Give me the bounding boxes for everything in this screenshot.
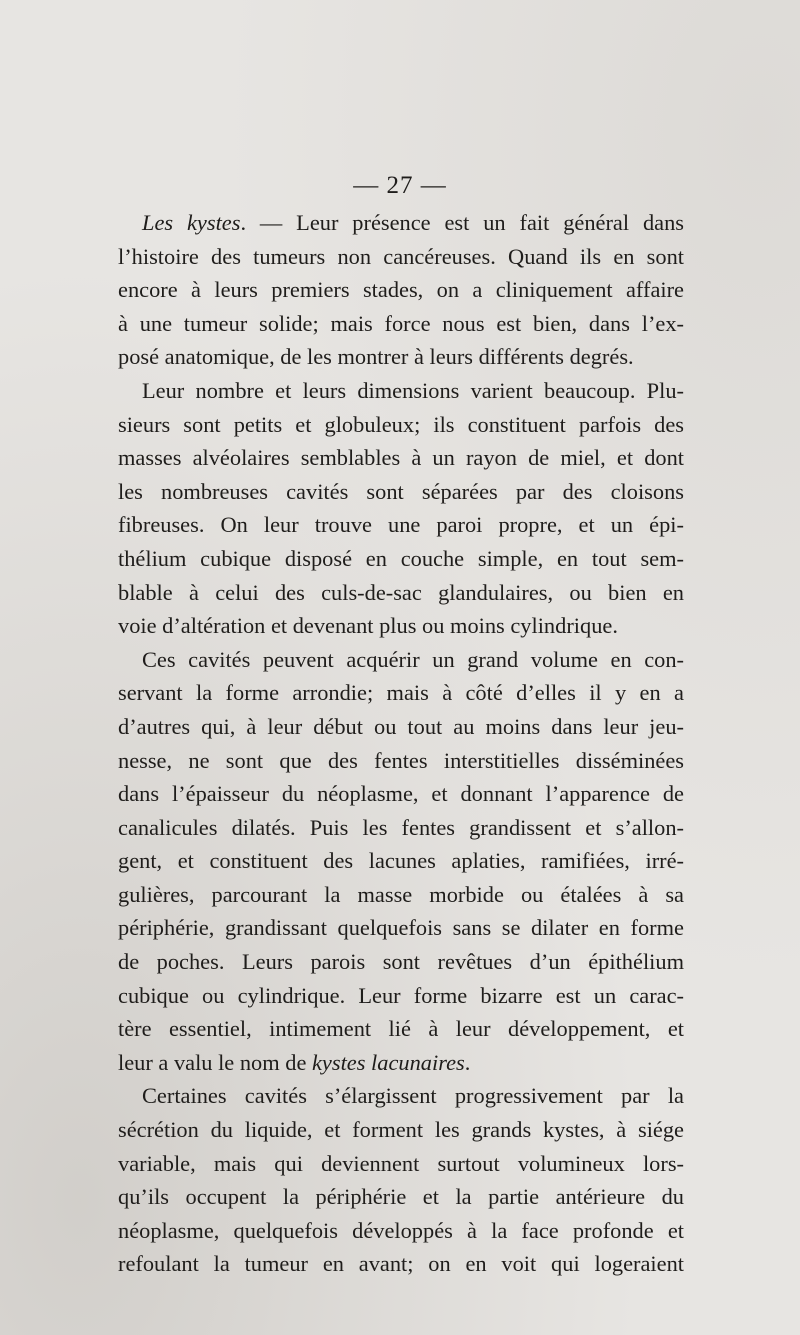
text-line: l’histoire des tumeurs non cancéreuses. Quand ils en sont bbox=[118, 243, 684, 269]
text-line: nesse, ne sont que des fentes interstitielles disséminées bbox=[118, 747, 684, 773]
text-line: cubique ou cylindrique. Leur forme bizarre est un carac- bbox=[118, 982, 684, 1008]
text-line: sécrétion du liquide, et forment les grands kystes, à siége bbox=[118, 1117, 684, 1143]
text-line: servant la forme arrondie; mais à côté d’elles il y en a bbox=[118, 680, 684, 706]
text-line: les nombreuses cavités sont séparées par des cloisons bbox=[118, 478, 684, 504]
text-line: Certaines cavités s’élargissent progressivement par la bbox=[142, 1083, 684, 1109]
page-number: — 27 — bbox=[353, 172, 447, 199]
text-line: variable, mais qui deviennent surtout volumineux lors- bbox=[118, 1150, 684, 1176]
text-line: gulières, parcourant la masse morbide ou étalées à sa bbox=[118, 881, 684, 907]
text-line: leur a valu le nom de kystes lacunaires. bbox=[118, 1049, 471, 1075]
text-line: Les kystes. — Leur présence est un fait général dans bbox=[142, 210, 684, 235]
text-line: voie d’altération et devenant plus ou moins cylindrique. bbox=[118, 613, 618, 639]
text-line: thélium cubique disposé en couche simple, en tout sem- bbox=[118, 545, 684, 571]
text-line: blable à celui des culs-de-sac glandulaires, ou bien en bbox=[118, 579, 684, 605]
text-line: sieurs sont petits et globuleux; ils constituent parfois des bbox=[118, 411, 684, 437]
text-line: Leur nombre et leurs dimensions varient beaucoup. Plu- bbox=[142, 377, 684, 403]
text-line: périphérie, grandissant quelquefois sans se dilater en forme bbox=[118, 915, 684, 941]
text-line: gent, et constituent des lacunes aplaties, ramifiées, irré- bbox=[118, 848, 684, 874]
body-text bbox=[118, 206, 684, 1281]
text-line: canalicules dilatés. Puis les fentes grandissent et s’allon- bbox=[118, 814, 684, 840]
text-line: de poches. Leurs parois sont revêtues d’un épithélium bbox=[118, 949, 684, 975]
text-line: encore à leurs premiers stades, on a cliniquement affaire bbox=[118, 277, 684, 303]
text-line: Ces cavités peuvent acquérir un grand volume en con- bbox=[142, 646, 684, 672]
text-line: tère essentiel, intimement lié à leur développement, et bbox=[118, 1016, 684, 1042]
section-heading: Les kystes bbox=[142, 210, 241, 235]
text-line: à une tumeur solide; mais force nous est bien, dans l’ex- bbox=[118, 310, 684, 336]
text-line: qu’ils occupent la périphérie et la partie antérieure du bbox=[118, 1184, 684, 1210]
text-line: d’autres qui, à leur début ou tout au moins dans leur jeu- bbox=[118, 713, 684, 739]
text-line: masses alvéolaires semblables à un rayon de miel, et dont bbox=[118, 445, 684, 471]
text-line: refoulant la tumeur en avant; on en voit qui logeraient bbox=[118, 1251, 684, 1277]
italic-term: kystes lacunaires bbox=[311, 1049, 465, 1075]
text-line: posé anatomique, de les montrer à leurs différents degrés. bbox=[118, 344, 634, 370]
text-line: fibreuses. On leur trouve une paroi propre, et un épi- bbox=[118, 512, 684, 538]
text-line: dans l’épaisseur du néoplasme, et donnant l’apparence de bbox=[118, 781, 684, 807]
text-line: néoplasme, quelquefois développés à la face profonde et bbox=[118, 1217, 684, 1243]
